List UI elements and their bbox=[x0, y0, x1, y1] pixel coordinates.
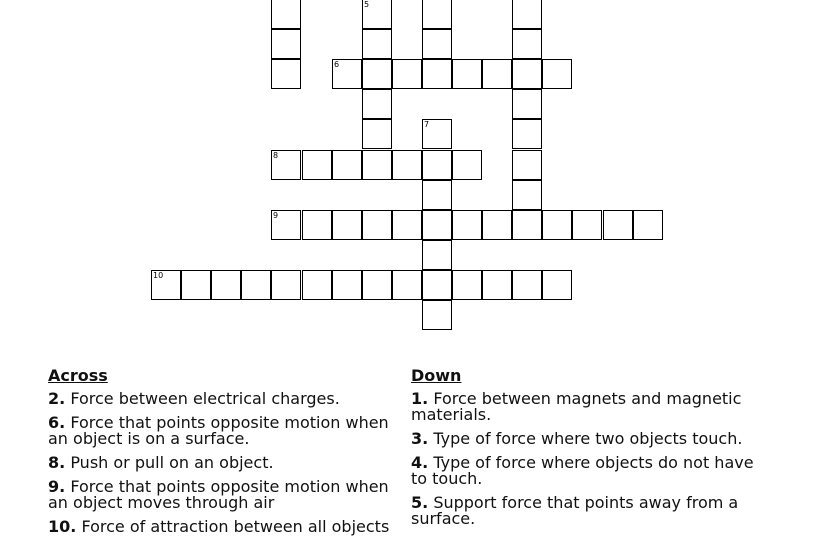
clue-number: 5. bbox=[411, 493, 429, 512]
grid-cell[interactable] bbox=[422, 300, 452, 330]
grid-cell[interactable] bbox=[332, 270, 362, 300]
grid-cell[interactable] bbox=[452, 210, 482, 240]
grid-cell[interactable] bbox=[362, 150, 392, 180]
grid-cell[interactable] bbox=[482, 210, 512, 240]
grid-cell[interactable] bbox=[241, 270, 271, 300]
clue-text: Force that points opposite motion when an object moves through air bbox=[48, 477, 389, 512]
grid-cell[interactable] bbox=[512, 0, 542, 29]
grid-cell[interactable] bbox=[422, 0, 452, 29]
grid-cell[interactable] bbox=[392, 59, 422, 89]
grid-cell[interactable] bbox=[181, 270, 211, 300]
clue-down-3 bbox=[411, 431, 761, 447]
clue-across-8 bbox=[48, 455, 398, 471]
clue-across-6 bbox=[48, 415, 398, 447]
grid-cell[interactable] bbox=[512, 210, 542, 240]
grid-cell[interactable] bbox=[422, 119, 452, 149]
clue-number: 1. bbox=[411, 389, 429, 408]
grid-cell[interactable] bbox=[271, 0, 301, 29]
grid-cell[interactable] bbox=[512, 180, 542, 210]
clue-text: Force between magnets and magnetic materials. bbox=[411, 389, 742, 424]
clue-text: Force that points opposite motion when an object is on a surface. bbox=[48, 413, 389, 448]
across-clues bbox=[48, 366, 398, 543]
grid-cell[interactable] bbox=[211, 270, 241, 300]
grid-cell[interactable] bbox=[392, 270, 422, 300]
grid-cell[interactable] bbox=[422, 210, 452, 240]
clue-number: 10. bbox=[48, 517, 77, 536]
grid-cell[interactable] bbox=[332, 59, 362, 89]
cell-number: 5 bbox=[364, 0, 370, 9]
grid-cell[interactable] bbox=[542, 59, 572, 89]
grid-cell[interactable] bbox=[572, 210, 602, 240]
grid-cell[interactable] bbox=[512, 29, 542, 59]
grid-cell[interactable] bbox=[302, 270, 332, 300]
clue-text: Type of force where objects do not have to touch. bbox=[411, 453, 754, 488]
cell-number: 10 bbox=[153, 271, 164, 280]
clue-across-2 bbox=[48, 391, 398, 407]
grid-cell[interactable] bbox=[512, 89, 542, 119]
clue-text: Support force that points away from a surface. bbox=[411, 493, 739, 528]
down-clues bbox=[411, 366, 761, 535]
clue-number: 8. bbox=[48, 453, 66, 472]
grid-cell[interactable] bbox=[362, 119, 392, 149]
clue-text: Force between electrical charges. bbox=[70, 389, 340, 408]
clue-across-9 bbox=[48, 479, 398, 511]
grid-cell[interactable] bbox=[512, 150, 542, 180]
grid-cell[interactable] bbox=[271, 210, 301, 240]
grid-cell[interactable] bbox=[422, 240, 452, 270]
grid-cell[interactable] bbox=[392, 210, 422, 240]
clue-down-4 bbox=[411, 455, 761, 487]
down-heading: Down bbox=[411, 366, 462, 385]
grid-cell[interactable] bbox=[271, 150, 301, 180]
clue-number: 3. bbox=[411, 429, 429, 448]
grid-cell[interactable] bbox=[452, 59, 482, 89]
clue-number: 2. bbox=[48, 389, 66, 408]
grid-cell[interactable] bbox=[362, 29, 392, 59]
clue-text: Type of force where two objects touch. bbox=[433, 429, 743, 448]
grid-cell[interactable] bbox=[362, 89, 392, 119]
grid-cell[interactable] bbox=[271, 59, 301, 89]
grid-cell[interactable] bbox=[271, 29, 301, 59]
grid-cell[interactable] bbox=[422, 150, 452, 180]
grid-cell[interactable] bbox=[452, 270, 482, 300]
grid-cell[interactable] bbox=[542, 270, 572, 300]
grid-cell[interactable] bbox=[271, 270, 301, 300]
grid-cell[interactable] bbox=[362, 0, 392, 29]
clue-down-5 bbox=[411, 495, 761, 527]
grid-cell[interactable] bbox=[633, 210, 663, 240]
clue-text: Push or pull on an object. bbox=[70, 453, 274, 472]
cell-number: 6 bbox=[334, 60, 340, 69]
grid-cell[interactable] bbox=[512, 59, 542, 89]
clue-across-10 bbox=[48, 519, 398, 535]
clue-down-1 bbox=[411, 391, 761, 423]
clue-text: Force of attraction between all objects bbox=[81, 517, 390, 536]
grid-cell[interactable] bbox=[332, 150, 362, 180]
grid-cell[interactable] bbox=[482, 270, 512, 300]
clue-number: 9. bbox=[48, 477, 66, 496]
clue-number: 6. bbox=[48, 413, 66, 432]
clue-number: 4. bbox=[411, 453, 429, 472]
grid-cell[interactable] bbox=[392, 150, 422, 180]
grid-cell[interactable] bbox=[362, 210, 392, 240]
grid-cell[interactable] bbox=[422, 59, 452, 89]
grid-cell[interactable] bbox=[542, 210, 572, 240]
grid-cell[interactable] bbox=[512, 270, 542, 300]
grid-cell[interactable] bbox=[302, 150, 332, 180]
grid-cell[interactable] bbox=[362, 59, 392, 89]
cell-number: 8 bbox=[273, 151, 279, 160]
grid-cell[interactable] bbox=[151, 270, 181, 300]
across-heading: Across bbox=[48, 366, 108, 385]
grid-cell[interactable] bbox=[422, 29, 452, 59]
cell-number: 9 bbox=[273, 211, 279, 220]
grid-cell[interactable] bbox=[603, 210, 633, 240]
cell-number: 7 bbox=[424, 120, 430, 129]
grid-cell[interactable] bbox=[512, 119, 542, 149]
grid-cell[interactable] bbox=[422, 180, 452, 210]
grid-cell[interactable] bbox=[332, 210, 362, 240]
grid-cell[interactable] bbox=[452, 150, 482, 180]
grid-cell[interactable] bbox=[362, 270, 392, 300]
grid-cell[interactable] bbox=[422, 270, 452, 300]
grid-cell[interactable] bbox=[302, 210, 332, 240]
grid-cell[interactable] bbox=[482, 59, 512, 89]
